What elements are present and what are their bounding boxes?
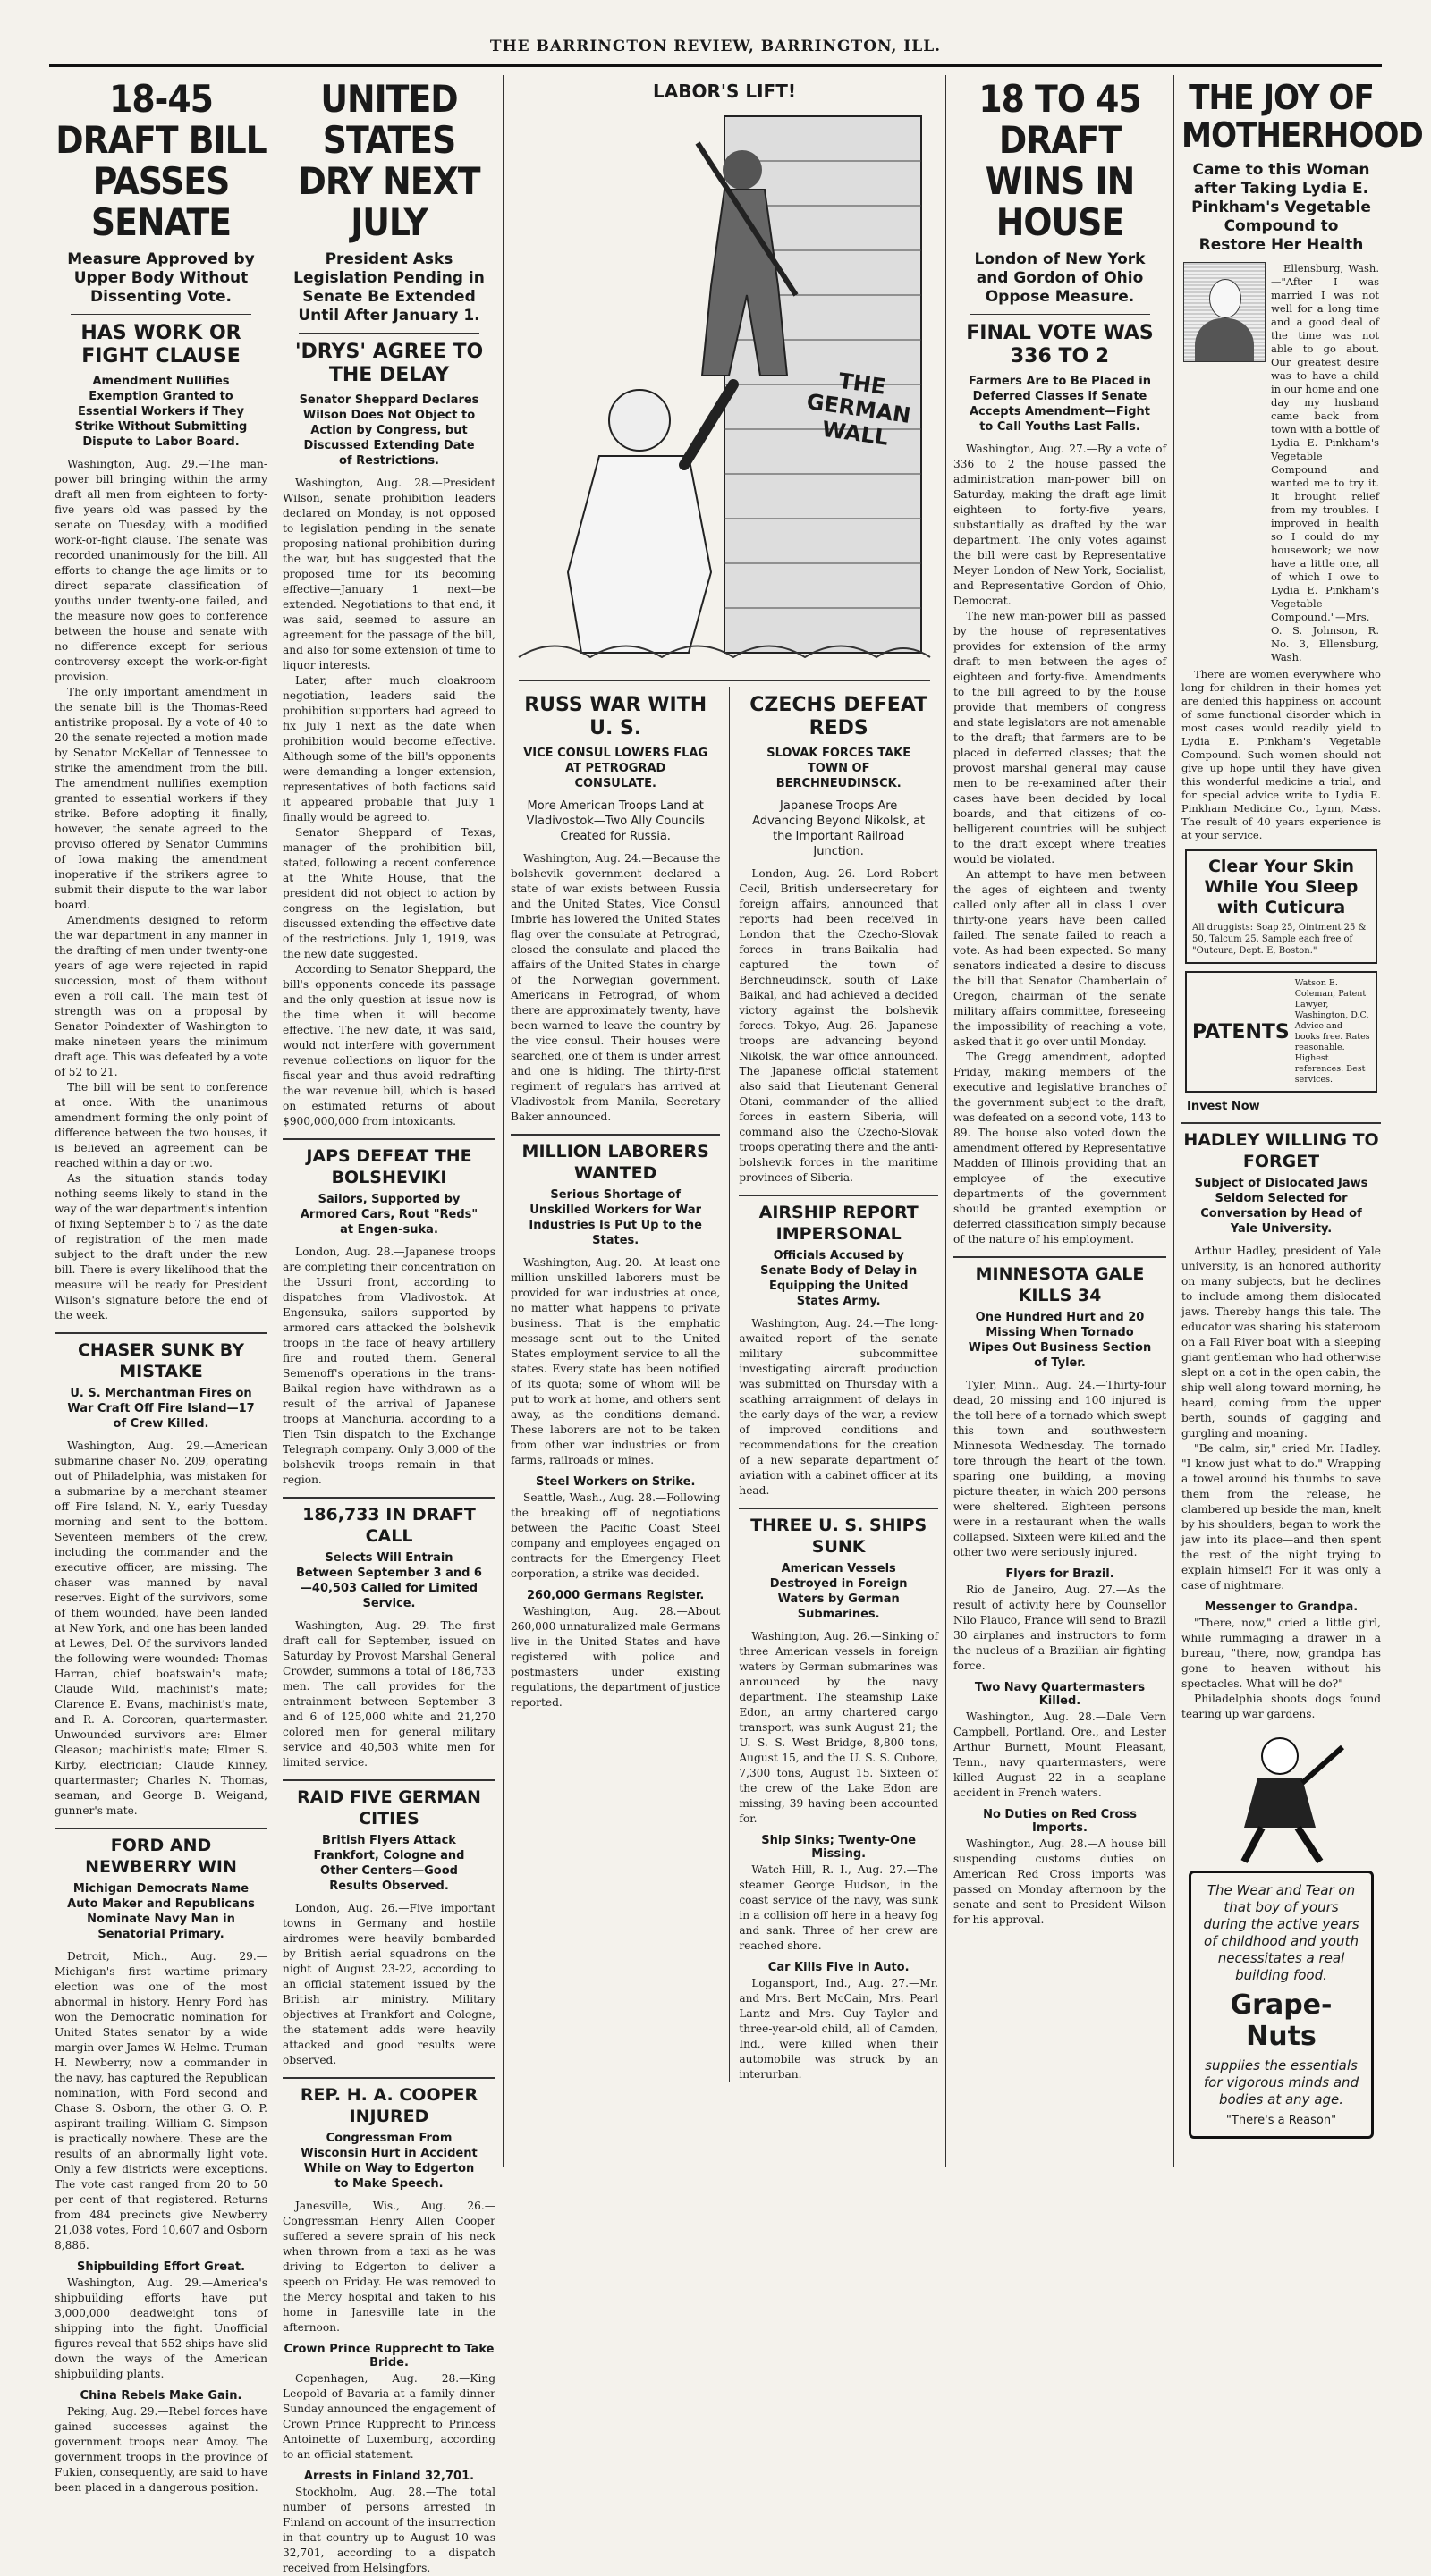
article-text: Logansport, Ind., Aug. 27.—Mr. and Mrs. Bert McCain, Mrs. Pearl Lantz and Mrs. Guy Taylor and three-year-old child, all of Camden, Ind., were killed when their automobile was struck by an interurban. <box>739 1977 938 2081</box>
article-text: The only important amendment in the senate bill is the Thomas-Reed antistrike proposal. By a vote of 40 to 20 the senate rejected a motion made by Senator McKellar of Tennessee to strike the amendment from the bill. The amendment nullifies exemption granted to essential workers if they strike. Before adopting it finally, however, the senate agreed to the proviso offered by Senator Cummins of Iowa making the amendment inoperative if the strikers agree to submit their dispute to the war labor board. <box>55 686 267 911</box>
headline-czechs-defeat: CZECHS DEFEAT REDS <box>749 694 928 739</box>
deck-airship-report: Officials Accused by Senate Body of Delay in Equipping the United States Army. <box>760 1249 918 1308</box>
headline-draft-bill: 18-45 DRAFT BILL PASSES SENATE <box>55 77 267 244</box>
article-text: Stockholm, Aug. 28.—The total number of persons arrested in Finland on account of the insurrection in that country up to August 10 was 32,701, according to a dispatch received from Helsingfors. <box>283 2486 495 2574</box>
brief-title: No Duties on Red Cross Imports. <box>983 1808 1137 1835</box>
article-text: "Be calm, sir," cried Mr. Hadley. "I know just what to do." Wrapping a towel around his thumbs to save them from the release, he clambered up beside the man, knelt by his shoulders, began to work the jaw into its place—and then spent the rest of the night trying to explain himself! For it was only a case of nightmare. <box>1181 1442 1381 1592</box>
headline-raid-cities: RAID FIVE GERMAN CITIES <box>283 1779 495 1829</box>
article-text: As the situation stands today nothing seems likely to stand in the way of the war department's intention of fixing September 5 to 7 as the date of registration of the men made subject to the draft under the new bill. There is every likelihood that the measure will be ready for President Wilson's signature before the end of the week. <box>55 1172 267 1322</box>
portrait-image <box>1183 262 1266 362</box>
column-2 <box>277 75 501 2574</box>
headline-chaser-sunk: CHASER SUNK BY MISTAKE <box>55 1332 267 1382</box>
brief-title: 260,000 Germans Register. <box>527 1589 705 1602</box>
brief-title: Two Navy Quartermasters Killed. <box>974 1681 1146 1708</box>
article-text: Copenhagen, Aug. 28.—King Leopold of Bavaria at a family dinner Sunday announced the engagement of Crown Prince Rupprecht to Princess Antoinette of Luxemburg, according to an official statement. <box>283 2372 495 2461</box>
ad-text: There are women everywhere who long for children in their homes yet are denied this happiness on account of some functional disorder which in most cases would readily yield to Lydia E. Pinkham's Vegetable Compound. Such women should not give up hope until they have given this wonderful medicine a trial, and for special advice write to Lydia E. Pinkham Medicine Co., Lynn, Mass. The result of 40 years experience is at your service. <box>1181 668 1381 841</box>
article-text: Washington, Aug. 26.—Sinking of three American vessels in foreign waters by German submarines was announced by the navy department. The steamship Lake Edon, an army chartered cargo transport, was sunk August 21; the U. S. S. West Bridge, 8,800 tons, August 15, and the U. S. S. Cubore, 7,300 tons, August 15. Sixteen of the crew of the Lake Edon are missing, 39 having been accounted for. <box>739 1630 938 1825</box>
subdeck-drys-agree: Senator Sheppard Declares Wilson Does Not Object to Action by Congress, but Discussed Extending Date of Restrictions. <box>299 393 479 468</box>
article-text: Watch Hill, R. I., Aug. 27.—The steamer George Hudson, in the coast service of the navy, was sunk in a collision off here in a heavy fog and sank. Three of her crew are reached shore. <box>739 1863 938 1952</box>
deck-three-ships: American Vessels Destroyed in Foreign Waters by German Submarines. <box>769 1562 908 1621</box>
article-text: Washington, Aug. 24.—Because the bolshevik government declared a state of war exists between Russia and the United States, Vice Consul Imbrie has lowered the United States flag over the consulate at Petrograd, closed the consulate and placed the affairs of the United States in charge of the Norwegian government. Americans in Petrograd, of whom there are approximately twenty, have been warned to leave the country by the vice consul. Their houses were searched, one of them is under arrest and one is hiding. The thirty-first regiment of regulars has arrived at Vladivostok from Manila, Secretary Baker announced. <box>511 852 721 1123</box>
cartoon-wall-label: THE GERMAN WALL <box>805 367 912 451</box>
article-text: According to Senator Sheppard, the bill's opponents concede its passage and the only question at issue now is the time when it will become effective. The new date, it was said, would not interfere with government revenue collections on liquor for the fiscal year and thus avoid redrafting the war revenue bill, which is based on estimated returns of about $900,000,000 from intoxicants. <box>283 963 495 1128</box>
article-text: Washington, Aug. 29.—America's shipbuilding efforts have put 3,000,000 deadweight tons of shipping into the fight. Unofficial figures reveal that 552 ships have slid down the ways of the American shipbuilding plants. <box>55 2276 267 2380</box>
article-text: Washington, Aug. 29.—The first draft call for September, issued on Saturday by Provost Marshal General Crowder, summons a total of 186,733 men. The call provides for the entrainment between September 3 and 6 of 125,000 white and 21,270 colored men for general military service and 40,503 white men for limited service. <box>283 1619 495 1769</box>
headline-hadley: HADLEY WILLING TO FORGET <box>1181 1122 1381 1172</box>
article-text: Seattle, Wash., Aug. 28.—Following the breaking off of negotiations between the Pacific Coast Steel company and employees engaged on contracts for the Emergency Fleet corporation, a strike was decided. <box>511 1491 721 1580</box>
brief-title: Arrests in Finland 32,701. <box>303 2470 475 2483</box>
patents-title: PATENTS <box>1192 1020 1290 1043</box>
grape-nuts-ad <box>1189 1871 1374 2139</box>
masthead: THE BARRINGTON REVIEW, BARRINGTON, ILL. <box>49 38 1382 67</box>
grape-brand: Grape-Nuts <box>1230 1989 1333 2052</box>
headline-japs-defeat: JAPS DEFEAT THE BOLSHEVIKI <box>283 1138 495 1188</box>
headline-draft-house: 18 TO 45 DRAFT WINS IN HOUSE <box>978 77 1141 244</box>
boy-drawing <box>1181 1729 1378 1863</box>
article-text: Washington, Aug. 28.—A house bill suspending customs duties on American Red Cross imports was passed on Monday afternoon by the senate and sent to President Wilson for his approval. <box>953 1837 1166 1926</box>
headline-minnesota-gale: MINNESOTA GALE KILLS 34 <box>953 1256 1166 1306</box>
headline-russ-war: RUSS WAR WITH U. S. <box>524 694 707 739</box>
headline-ford-newberry: FORD AND NEWBERRY WIN <box>55 1828 267 1878</box>
article-text: Washington, Aug. 29.—The man-power bill bringing within the army draft all men from eighteen to forty-five years old was passed by the senate on Tuesday, with a modified work-or-fight clause. The senate was recorded unanimously for the bill. All efforts to change the age limits or to direct separate classification of youths under twenty-one failed, and the measure now goes to conference between the house and senate with no difference except for serious controversy except the work-or-fight provision. <box>55 458 267 683</box>
article-text: Washington, Aug. 28.—President Wilson, senate prohibition leaders declared on Monday, is not opposed to legislation pending in the senate proposing national prohibition during the war, but has suggested that the proposed time for its becoming effective—January 1 next—be extended. Negotiations to that end, it was said, seemed to assure an agreement for the passage of the bill, and also for some extension of time to liquor interests. <box>283 477 495 671</box>
article-text: The bill will be sent to conference at once. With the unanimous amendment forming the only point of difference between the two houses, it is believed an agreement can be reached within a day or two. <box>55 1081 267 1170</box>
article-text: Later, after much cloakroom negotiation, leaders said the prohibition supporters had agreed to fix July 1 next as the date when prohibition would become effective. Although some of the bill's opponents were demanding a longer extension, representatives of both factions said it appeared probable that July 1 finally would be agreed to. <box>283 674 495 823</box>
deck-dry-next-july: President Asks Legislation Pending in Senate Be Extended Until After January 1. <box>293 250 485 325</box>
cuticura-ad <box>1185 849 1377 964</box>
article-text: Tyler, Minn., Aug. 24.—Thirty-four dead, 20 missing and 100 injured is the toll here of a tornado which swept this town and southwestern Minnesota Wednesday. The tornado tore through the heart of the town, sparing one building, a moving picture theater, in which 200 persons were sheltered. Eighteen persons were in a restaurant when the walls collapsed. Sixteen were killed and the other two were seriously injured. <box>953 1379 1166 1558</box>
article-text: Washington, Aug. 27.—By a vote of 336 to 2 the house passed the administration man-power bill on Saturday, making the draft age limit eighteen to forty-five years, substantially as drafted by the war department. The only votes against the bill were cast by Representative Meyer London of New York, Socialist, and Representative Gordon of Ohio, Democrat. <box>953 443 1166 607</box>
headline-airship-report: AIRSHIP REPORT IMPERSONAL <box>739 1195 938 1245</box>
cartoon-illustration <box>519 107 930 681</box>
brief-title: Ship Sinks; Twenty-One Missing. <box>761 1834 917 1861</box>
invest-title: Invest Now <box>1187 1100 1260 1113</box>
column-1 <box>49 75 273 2494</box>
deck-draft-house: London of New York and Gordon of Ohio Oppose Measure. <box>974 250 1146 306</box>
patents-note: Watson E. Coleman, Patent Lawyer, Washington, D.C. Advice and books free. Rates reasonable. Highest references. Best services. <box>1294 978 1370 1085</box>
cuticura-note: All druggists: Soap 25, Ointment 25 & 50, Talcum 25. Sample each free of "Outcura, Dept. E, Boston." <box>1192 923 1367 956</box>
subhead-drys-agree: 'DRYS' AGREE TO THE DELAY <box>294 341 484 386</box>
brief-title: Car Kills Five in Auto. <box>767 1961 910 1974</box>
deck-ford-newberry: Michigan Democrats Name Auto Maker and Republicans Nominate Navy Man in Senatorial Primary. <box>67 1882 255 1941</box>
article-text: Arthur Hadley, president of Yale university, is an honored authority on many subjects, but he declines to include among them dislocated jaws. Thereby hangs this tale. The educator was sharing his stateroom on a Fall River boat with a sleeping giant gentleman who had otherwise slept on a cot in the open cabin, the ship well along toward morning, he heard, coming from the upper berth, sounds of gagging and gurgling and moaning. <box>1181 1245 1381 1440</box>
article-text: An attempt to have men between the ages of eighteen and twenty called only after all in class 1 over thirty-one years have been called failed. The senate failed to reach a vote. As had been expected. So many senators indicated a desire to discuss the bill that Senator Chamberlain of Oregon, chairman of the senate military affairs committee, foreseeing the impossibility of reaching a vote, asked that it go over until Monday. <box>953 868 1166 1048</box>
deck-million-laborers: Serious Shortage of Unskilled Workers for War Industries Is Put Up to the States. <box>529 1188 702 1247</box>
headline-joy-motherhood: THE JOY OF MOTHERHOOD <box>1181 78 1423 155</box>
brief-title: Steel Workers on Strike. <box>535 1475 696 1489</box>
column-3 <box>505 75 944 2167</box>
grape-reason: "There's a Reason" <box>1225 2114 1337 2127</box>
brief-title: China Rebels Make Gain. <box>80 2389 242 2403</box>
headline-three-ships: THREE U. S. SHIPS SUNK <box>739 1508 938 1558</box>
deck-japs-defeat: Sailors, Supported by Armored Cars, Rout "Reds" at Engen-suka. <box>300 1193 478 1237</box>
article-text: Senator Sheppard of Texas, manager of the prohibition bill, stated, following a recent conference at the White House, that the president did not object to action by congress on the legislation, but discussed extending the effective date of the restrictions. July 1, 1919, was the new date suggested. <box>283 826 495 960</box>
brief-title: Crown Prince Rupprecht to Take Bride. <box>284 2343 495 2369</box>
headline-million-laborers: MILLION LABORERS WANTED <box>511 1134 720 1184</box>
article-text: London, Aug. 28.—Japanese troops are completing their concentration on the Ussuri front, according to dispatches from Vladivostok. At Engensuka, sailors supported by armored cars attacked the bolshevik troops in the face of heavy artillery fire and routed them. General Semenoff's operations in the trans-Baikal region have withdrawn as a result of the arrival of Japanese troops at Manchuria, according to a Tien Tsin dispatch to the Exchange Telegraph company. Only 3,000 of the bolshevik troops remain in that region. <box>283 1246 495 1486</box>
article-text: The Gregg amendment, adopted Friday, making members of the executive and legislative branches of the government subject to the draft, was defeated on a second vote, 143 to 89. The house also voted down the amendment offered by Representative Madden of Illinois providing that an employee of the executive departments of the government should be granted exemption or deferred classification simply because of the nature of his employment. <box>953 1051 1166 1246</box>
article-text: Washington, Aug. 24.—The long-awaited report of the senate military subcommittee investigating aircraft production was submitted on Thursday with a scathing arraignment of delays in the early days of the war, a review of improved conditions and recommendations for the creation of a new separate department of aviation with a cabinet officer at its head. <box>739 1317 938 1497</box>
subdeck-russ-war: More American Troops Land at Vladivostok—Two Ally Councils Created for Russia. <box>526 799 705 843</box>
deck-cooper-injured: Congressman From Wisconsin Hurt in Accident While on Way to Edgerton to Make Speech. <box>301 2132 478 2191</box>
deck-chaser-sunk: U. S. Merchantman Fires on War Craft Off Fire Island—17 of Crew Killed. <box>67 1387 255 1431</box>
subcolumn-right <box>739 687 938 2082</box>
subcolumn-left <box>511 687 720 2082</box>
deck-hadley: Subject of Dislocated Jaws Seldom Selected for Conversation by Head of Yale University. <box>1194 1177 1368 1236</box>
subdeck-final-vote: Farmers Are to Be Placed in Deferred Classes if Senate Accepts Amendment—Fight to Call Youths Last Falls. <box>969 375 1151 434</box>
deck-raid-cities: British Flyers Attack Frankfort, Cologne and Other Centers—Good Results Observed. <box>313 1834 465 1893</box>
deck-minnesota-gale: One Hundred Hurt and 20 Missing When Tornado Wipes Out Business Section of Tyler. <box>968 1311 1152 1370</box>
article-text: London, Aug. 26.—Lord Robert Cecil, British undersecretary for foreign affairs, announced that reports had been received in London that the Czecho-Slovak forces in trans-Baikalia had captured the town of Berchneudinsck, south of Lake Baikal, and had achieved a decided victory against the bolshevik forces. Tokyo, Aug. 26.—Japanese troops are advancing beyond Nikolsk, the war office announced. The Japanese official statement also said that Lieutenant General Otani, commander of the allied forces in eastern Siberia, will command also the Czecho-Slovak troops operating there and the anti-bolshevik forces in the maritime provinces of Siberia. <box>739 867 938 1184</box>
article-text: Amendments designed to reform the war department in any manner in the drafting of men under twenty-one years of age were rejected in rapid succession, most of them without even a roll call. The main test of strength was on a proposal by Senator Poindexter of Washington to make nineteen years the minimum draft age. This was defeated by a vote of 52 to 21. <box>55 914 267 1078</box>
article-text: The new man-power bill as passed by the house of representatives provides for extension of the army draft to men between the ages of eighteen and forty-five. Amendments to the bill agreed to by the house provide that members of congress and state legislators are not amenable to the draft; that farmers are to be placed in deferred classes; that the provost marshal general may cause men to be re-examined after their cases have been decided by local boards, and that citizens of co-belligerent countries will be subject to the draft except where treaties would be violated. <box>953 610 1166 866</box>
subdeck-czechs-defeat: Japanese Troops Are Advancing Beyond Nikolsk, at the Important Railroad Junction. <box>752 799 926 858</box>
grape-intro: The Wear and Tear on that boy of yours during the active years of childhood and youth necessitates a real building food. <box>1203 1882 1359 1983</box>
article-text: Janesville, Wis., Aug. 26.—Congressman Henry Allen Cooper suffered a severe sprain of his neck when thrown from a taxi as he was driving to Edgerton to deliver a speech on Friday. He was removed to the Mercy hospital and taken to his home in Janesville late in the afternoon. <box>283 2200 495 2334</box>
headline-dry-next-july: UNITED STATES DRY NEXT JULY <box>298 77 480 244</box>
subhead-final-vote: FINAL VOTE WAS 336 TO 2 <box>966 322 1154 367</box>
article-text: London, Aug. 26.—Five important towns in Germany and hostile airdromes were heavily bombarded by British aerial squadrons on the night of August 23-22, according to an official statement issued by the British air ministry. Military objectives at Frankfort and Cologne, the statement adds were heavily attacked and good results were observed. <box>283 1902 495 2066</box>
column-5 <box>1176 75 1423 2167</box>
article-text: Washington, Aug. 28.—Dale Vern Campbell, Portland, Ore., and Lester Arthur Burnett, Mount Pleasant, Tenn., navy quartermasters, were killed August 22 in a seaplane accident in French waters. <box>953 1710 1166 1799</box>
deck-russ-war: VICE CONSUL LOWERS FLAG AT PETROGRAD CONSULATE. <box>523 747 708 790</box>
ad-text: Ellensburg, Wash.—"After I was married I was not well for a long time and a good deal of the time was not able to go about. Our greatest desire was to have a child in our home and one day my husband came back from town with a bottle of Lydia E. Pinkham's Vegetable Compound and wanted me to try it. It brought relief from my troubles. I improved in health so I could do my housework; we now have a little one, all of which I owe to Lydia E. Pinkham's Vegetable Compound."—Mrs. O. S. Johnson, R. No. 3, Ellensburg, Wash. <box>1271 262 1380 663</box>
article-text: Washington, Aug. 29.—American submarine chaser No. 209, operating out of Philadelphia, was mistaken for a submarine by a merchant steamer off Fire Island, N. Y., early Tuesday morning and sent to the bottom. Seventeen members of the crew, including the commander and the executive officer, are missing. The chaser was manned by naval reserves. Eight of the survivors, some of them wounded, have been landed at New York, and one has been landed at Lewes, Del. Of the survivors landed the following were wounded: Thomas Harran, chief boatswain's mate; Claude Wild, machinist's mate; Clarence E. Evans, machinist's mate, and R. A. Corcoran, quartermaster. Unwounded survivors are: Elmer Gleason; machinist's mate; Elmer S. Kirby, electrician; Claude Kinney, quartermaster; Charles N. Thomas, seaman, and George B. Weigand, gunner's mate. <box>55 1440 267 1817</box>
cartoon-title: LABOR'S LIFT! <box>653 80 796 102</box>
deck-czechs-defeat: SLOVAK FORCES TAKE TOWN OF BERCHNEUDINSCK. <box>766 747 911 790</box>
deck-draft-call: Selects Will Entrain Between September 3 and 6—40,503 Called for Limited Service. <box>296 1551 482 1610</box>
cuticura-title: Clear Your Skin While You Sleep with Cuticura <box>1204 857 1359 917</box>
brief-title: Shipbuilding Effort Great. <box>76 2260 246 2274</box>
article-text: Philadelphia shoots dogs found tearing up war gardens. <box>1181 1693 1381 1720</box>
boy-illustration <box>1181 1729 1381 1863</box>
article-text: Rio de Janeiro, Aug. 27.—As the result of activity here by Counsellor Nilo Plauco, France will send to Brazil 30 airplanes and instructors to form the nucleus of a Brazilian air fighting force. <box>953 1584 1166 1672</box>
subdeck-work-or-fight: Amendment Nullifies Exemption Granted to Essential Workers if They Strike Without Submitting Dispute to Labor Board. <box>74 375 248 449</box>
patents-ad <box>1185 971 1377 1093</box>
brief-title: Flyers for Brazil. <box>1005 1567 1114 1581</box>
article-text: Washington, Aug. 20.—At least one million unskilled laborers must be provided for war industries at once, no matter what happens to private business. That is the emphatic message sent out to the United States employment service to all the states. Every state has been notified of its quota; some of whom will be put to work at home, and others sent away, as the conditions demand. These laborers are not to be taken from other war industries or from farms, railroads or mines. <box>511 1256 721 1466</box>
subhead-work-or-fight: HAS WORK OR FIGHT CLAUSE <box>80 322 241 367</box>
article-text: Detroit, Mich., Aug. 29.—Michigan's first wartime primary election was one of the most abnormal in history. Henry Ford has won the Democratic nomination for United States senator by a wide margin over James W. Helme. Truman H. Newberry, now a commander in the navy, has captured the Republican nomination, with Ford second and Chase S. Osborn, the other G. O. P. aspirant trailing. William G. Simpson is practically nowhere. These are the results of an abnormally light vote. Only a few districts were exceptions. The vote cast ranged from 20 to 50 per cent of that registered. Returns from 484 precincts give Newberry 21,038 votes, Ford 10,607 and Osborn 8,886. <box>55 1950 267 2251</box>
headline-draft-call: 186,733 IN DRAFT CALL <box>283 1497 495 1547</box>
grape-tagline: supplies the essentials for vigorous minds and bodies at any age. <box>1203 2057 1359 2107</box>
article-text: Washington, Aug. 28.—About 260,000 unnaturalized male Germans live in the United States and have registered with police and postmasters under existing regulations, the department of justice reported. <box>511 1605 721 1709</box>
deck-draft-bill: Measure Approved by Upper Body Without Dissenting Vote. <box>67 250 255 306</box>
headline-cooper-injured: REP. H. A. COOPER INJURED <box>283 2077 495 2127</box>
deck-joy-motherhood: Came to this Woman after Taking Lydia E. Pinkham's Vegetable Compound to Restore Her Health <box>1191 161 1371 254</box>
column-4 <box>948 75 1172 2167</box>
brief-title: Messenger to Grandpa. <box>1204 1600 1359 1614</box>
article-text: "There, now," cried a little girl, while rummaging a drawer in a bureau, "there, now, grandpa has gone to heaven without his spectacles. What will he do?" <box>1181 1617 1381 1690</box>
article-text: Peking, Aug. 29.—Rebel forces have gained successes against the government troops near Amoy. The government troops in the province of Fukien, consequently, are said to have been placed in a dangerous position. <box>55 2405 267 2494</box>
